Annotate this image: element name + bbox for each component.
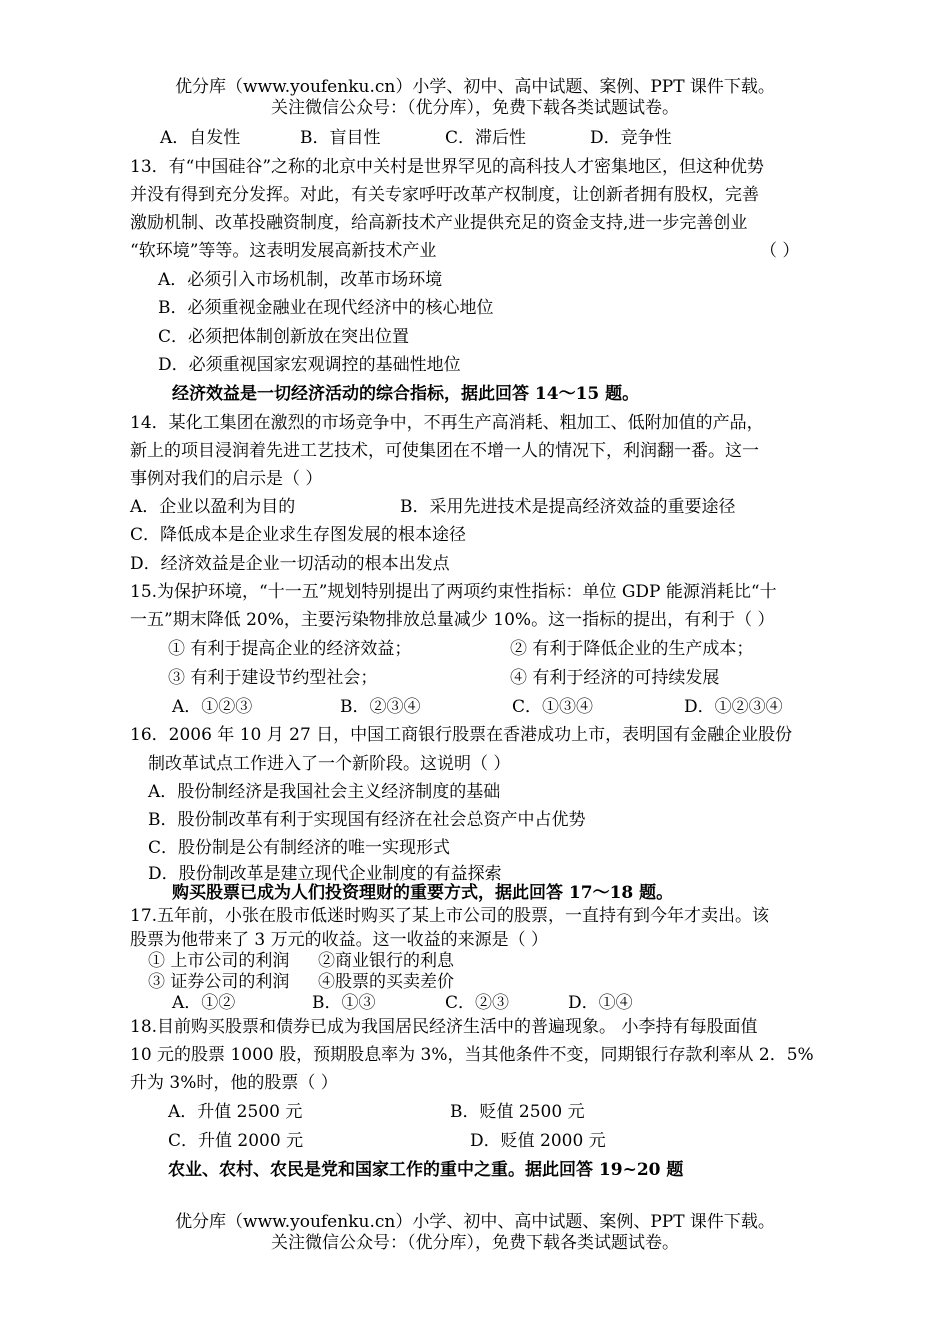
q16-option-c: C．股份制是公有制经济的唯一实现形式 <box>148 838 451 858</box>
q16-line-1: 16．2006 年 10 月 27 日，中国工商银行股票在香港成功上市，表明国有金融企业股份 <box>130 725 793 745</box>
q14-option-b: B．采用先进技术是提高经济效益的重要途径 <box>400 497 736 517</box>
q17-line-2: 股票为他带来了 3 万元的收益。这一收益的来源是（ ） <box>130 930 549 950</box>
q18-option-d: D．贬值 2000 元 <box>470 1131 606 1151</box>
q13-option-c: C．必须把体制创新放在突出位置 <box>158 327 410 347</box>
q13-line-2: 并没有得到充分发挥。对此，有关专家呼吁改革产权制度，让创新者拥有股权，完善 <box>130 185 759 205</box>
q17-item-2: ②商业银行的利息 <box>318 951 454 971</box>
q15-option-b: B．②③④ <box>340 697 421 717</box>
q12-option-c: C．滞后性 <box>445 128 527 148</box>
section-heading-19-20: 农业、农村、农民是党和国家工作的重中之重。据此回答 19~20 题 <box>168 1160 684 1180</box>
q18-option-a: A．升值 2500 元 <box>168 1102 303 1122</box>
q18-option-c: C．升值 2000 元 <box>168 1131 304 1151</box>
q18-line-2: 10 元的股票 1000 股，预期股息率为 3%，当其他条件不变，同期银行存款利率从 2．5% <box>130 1045 814 1065</box>
q13-option-a: A．必须引入市场机制，改革市场环境 <box>158 270 443 290</box>
section-heading-14-15: 经济效益是一切经济活动的综合指标，据此回答 14～15 题。 <box>172 384 640 404</box>
q14-line-3: 事例对我们的启示是（ ） <box>130 469 323 489</box>
q17-option-c: C．②③ <box>445 993 510 1013</box>
q17-item-1: ① 上市公司的利润 <box>148 951 290 971</box>
q16-option-b: B．股份制改革有利于实现国有经济在社会总资产中占优势 <box>148 810 586 830</box>
q14-line-2: 新上的项目浸润着先进工艺技术，可使集团在不增一人的情况下，利润翻一番。这一 <box>130 441 759 461</box>
q13-line-3: 激励机制、改革投融资制度，给高新技术产业提供充足的资金支持,进一步完善创业 <box>130 213 748 233</box>
q18-line-1: 18.目前购买股票和债券已成为我国居民经济生活中的普遍现象。 小李持有每股面值 <box>130 1017 758 1037</box>
q18-line-3: 升为 3%时，他的股票（ ） <box>130 1073 338 1093</box>
q13-line-4: “软环境”等等。这表明发展高新技术产业 <box>130 241 437 261</box>
q15-item-2: ② 有利于降低企业的生产成本； <box>510 639 754 659</box>
q17-line-1: 17.五年前，小张在股市低迷时购买了某上市公司的股票，一直持有到今年才卖出。该 <box>130 906 770 926</box>
q15-line-1: 15.为保护环境，“十一五”规划特别提出了两项约束性指标：单位 GDP 能源消耗比“十 <box>130 582 777 602</box>
q17-option-d: D．①④ <box>568 993 633 1013</box>
q13-line-1: 13．有“中国硅谷”之称的北京中关村是世界罕见的高科技人才密集地区，但这种优势 <box>130 157 765 177</box>
q14-line-1: 14．某化工集团在激烈的市场竞争中，不再生产高消耗、粗加工、低附加值的产品， <box>130 413 764 433</box>
q13-option-b: B．必须重视金融业在现代经济中的核心地位 <box>158 298 494 318</box>
q15-item-3: ③ 有利于建设节约型社会； <box>168 668 378 688</box>
footer-line-1: 优分库（www.youfenku.cn）小学、初中、高中试题、案例、PPT 课件下载。 <box>175 1212 775 1232</box>
footer-line-2: 关注微信公众号：（优分库），免费下载各类试题试卷。 <box>271 1233 679 1253</box>
q12-option-d: D．竞争性 <box>590 128 672 148</box>
q15-line-2: 一五”期末降低 20%，主要污染物排放总量减少 10%。这一指标的提出，有利于（ ） <box>130 610 775 630</box>
header-line-1: 优分库（www.youfenku.cn）小学、初中、高中试题、案例、PPT 课件下载。 <box>175 77 775 97</box>
q18-option-b: B．贬值 2500 元 <box>450 1102 585 1122</box>
q12-option-a: A．自发性 <box>160 128 241 148</box>
q12-option-b: B．盲目性 <box>300 128 381 148</box>
q15-option-a: A．①②③ <box>172 697 253 717</box>
q14-option-a: A．企业以盈利为目的 <box>130 497 296 517</box>
q13-answer-slot: （ ） <box>760 241 800 261</box>
q13-option-d: D．必须重视国家宏观调控的基础性地位 <box>158 355 461 375</box>
q16-option-a: A．股份制经济是我国社会主义经济制度的基础 <box>148 782 501 802</box>
q16-option-d: D．股份制改革是建立现代企业制度的有益探索 <box>148 864 502 884</box>
section-heading-17-18: 购买股票已成为人们投资理财的重要方式，据此回答 17～18 题。 <box>172 883 674 903</box>
q14-option-d: D．经济效益是企业一切活动的根本出发点 <box>130 554 450 574</box>
q15-option-c: C．①③④ <box>512 697 594 717</box>
q14-option-c: C．降低成本是企业求生存图发展的根本途径 <box>130 525 467 545</box>
q15-item-1: ① 有利于提高企业的经济效益； <box>168 639 412 659</box>
header-line-2: 关注微信公众号：（优分库），免费下载各类试题试卷。 <box>271 98 679 118</box>
q17-item-4: ④股票的买卖差价 <box>318 972 454 992</box>
q17-option-b: B．①③ <box>312 993 376 1013</box>
q15-item-4: ④ 有利于经济的可持续发展 <box>510 668 720 688</box>
q15-option-d: D．①②③④ <box>684 697 783 717</box>
q17-item-3: ③ 证券公司的利润 <box>148 972 290 992</box>
q16-line-2: 制改革试点工作进入了一个新阶段。这说明（ ） <box>148 754 511 774</box>
q17-option-a: A．①② <box>172 993 236 1013</box>
